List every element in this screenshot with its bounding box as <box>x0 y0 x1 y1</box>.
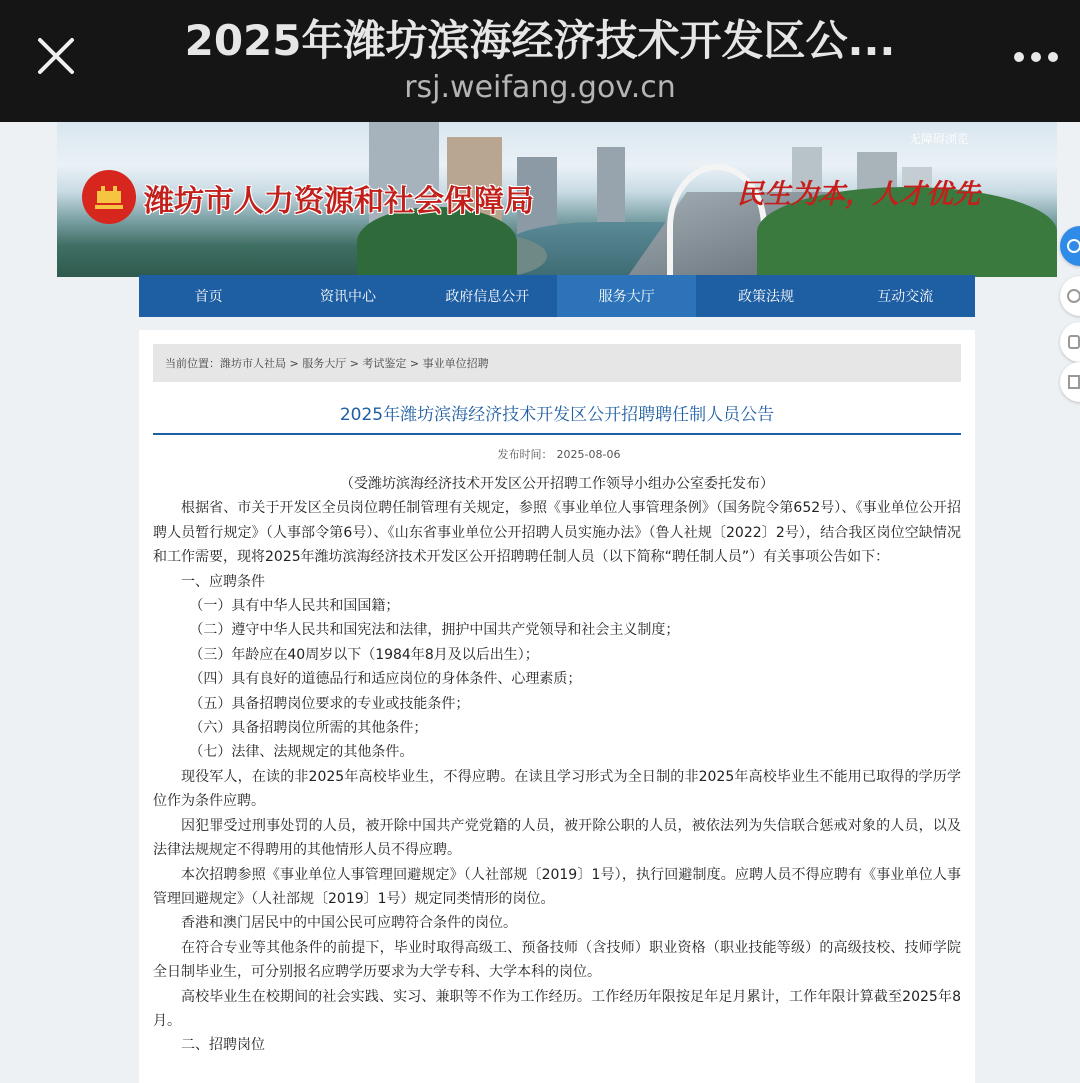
browser-top-bar <box>0 0 1080 122</box>
article-paragraph: 香港和澳门居民中的中国公民可应聘符合条件的岗位。 <box>181 915 517 932</box>
article-title: 2025年潍坊滨海经济技术开发区公开招聘聘任制人员公告 <box>339 405 775 425</box>
article-section-heading: 一、应聘条件 <box>181 573 265 590</box>
nav-service-hall[interactable]: 服务大厅 <box>557 275 696 317</box>
close-button[interactable] <box>28 28 84 84</box>
nav-interaction[interactable]: 互动交流 <box>877 289 934 305</box>
side-tool-button[interactable] <box>1060 322 1080 362</box>
article-section-heading: 二、招聘岗位 <box>181 1037 265 1054</box>
article-paragraph: 本次招聘参照《事业单位人事管理回避规定》（人社部规〔2019〕1号），执行回避制度。应聘人员不得应聘有《事业单位人事管理回避规定》（人社部规〔2019〕1号）规定同类情形的岗位。 <box>153 866 961 907</box>
article-body <box>153 472 961 1058</box>
phone-icon <box>1066 334 1080 350</box>
publish-date <box>153 446 961 462</box>
document-icon <box>1066 374 1080 390</box>
web-page <box>0 122 1080 1083</box>
article-list-item: （二）遵守中华人民共和国宪法和法律，拥护中国共产党领导和社会主义制度； <box>189 622 680 639</box>
article-paragraph: 因犯罪受过刑事处罚的人员，被开除中国共产党党籍的人员，被开除公职的人员，被依法列为失信联合惩戒对象的人员，以及法律法规规定不得聘用的其他情形人员不得应聘。 <box>153 817 961 859</box>
side-tool-button[interactable] <box>1060 362 1080 402</box>
nav-home[interactable]: 首页 <box>194 289 223 305</box>
article-list-item: （六）具备招聘岗位所需的其他条件； <box>189 720 428 737</box>
breadcrumb <box>153 344 961 382</box>
page-title: 2025年潍坊滨海经济技术开发区公... <box>184 16 896 65</box>
more-icon[interactable] <box>1004 40 1068 74</box>
article-list-item: （五）具备招聘岗位要求的专业或技能条件； <box>189 695 470 712</box>
article-paragraph: 根据省、市关于开发区全员岗位聘任制管理有关规定，参照《事业单位人事管理条例》（国务院令第652号）、《事业单位公开招聘人员暂行规定》（人事部令第6号）、《山东省事业单位公开招聘人员实施办法》（鲁人社规〔2022〕2号），结合我区岗位空缺情况和工作需要，现将2025年潍坊滨海经济技术开发区公开招聘聘任制人员（以下简称“聘任制人员”）有关事项公告如下： <box>153 500 961 566</box>
content-panel <box>139 330 975 1083</box>
site-slogan: 民生为本，人才优先 <box>737 179 980 210</box>
article-list-item: （一）具有中华人民共和国国籍； <box>189 598 400 615</box>
title-divider <box>153 433 961 435</box>
org-name[interactable]: 潍坊市人力资源和社会保障局 <box>144 184 534 219</box>
breadcrumb-path[interactable]: 潍坊市人社局 > 服务大厅 > 考试鉴定 > 事业单位招聘 <box>220 357 489 370</box>
close-icon <box>36 36 76 76</box>
article-paragraph: 在符合专业等其他条件的前提下，毕业时取得高级工、预备技师（含技师）职业资格（职业技能等级）的高级技校、技师学院全日制毕业生，可分别报名应聘学历要求为大学专科、大学本科的岗位。 <box>153 939 961 981</box>
publish-date-label: 发布时间： <box>497 448 553 461</box>
breadcrumb-prefix: 当前位置： <box>165 357 220 370</box>
publish-date-value: 2025-08-06 <box>556 448 621 461</box>
article-paragraph: （受潍坊滨海经济技术开发区公开招聘工作领导小组办公室委托发布） <box>340 476 774 492</box>
article-paragraph: 现役军人，在读的非2025年高校毕业生，不得应聘。在读且学习形式为全日制的非2025年高校毕业生不能用已取得的学历学位作为条件应聘。 <box>153 768 961 810</box>
help-icon <box>1066 288 1080 304</box>
accessibility-link[interactable]: 无障碍浏览 <box>909 132 970 146</box>
nav-policy[interactable]: 政策法规 <box>737 289 794 305</box>
nav-gov-info[interactable]: 政府信息公开 <box>445 289 530 305</box>
article-paragraph: 高校毕业生在校期间的社会实践、实习、兼职等不作为工作经历。工作经历年限按足年足月累计，工作年限计算截至2025年8月。 <box>153 988 961 1029</box>
main-nav <box>139 275 975 317</box>
side-tool-button[interactable] <box>1060 226 1080 266</box>
article-list-item: （七）法律、法规规定的其他条件。 <box>189 744 414 761</box>
headset-icon <box>1066 238 1080 254</box>
page-url[interactable]: rsj.weifang.gov.cn <box>404 70 676 105</box>
nav-news-center[interactable]: 资讯中心 <box>319 289 376 305</box>
side-tool-button[interactable] <box>1060 276 1080 316</box>
emblem-icon <box>82 170 136 224</box>
article-list-item: （三）年龄应在40周岁以下（1984年8月及以后出生）； <box>189 646 539 663</box>
article-list-item: （四）具有良好的道德品行和适应岗位的身体条件、心理素质； <box>189 671 582 688</box>
